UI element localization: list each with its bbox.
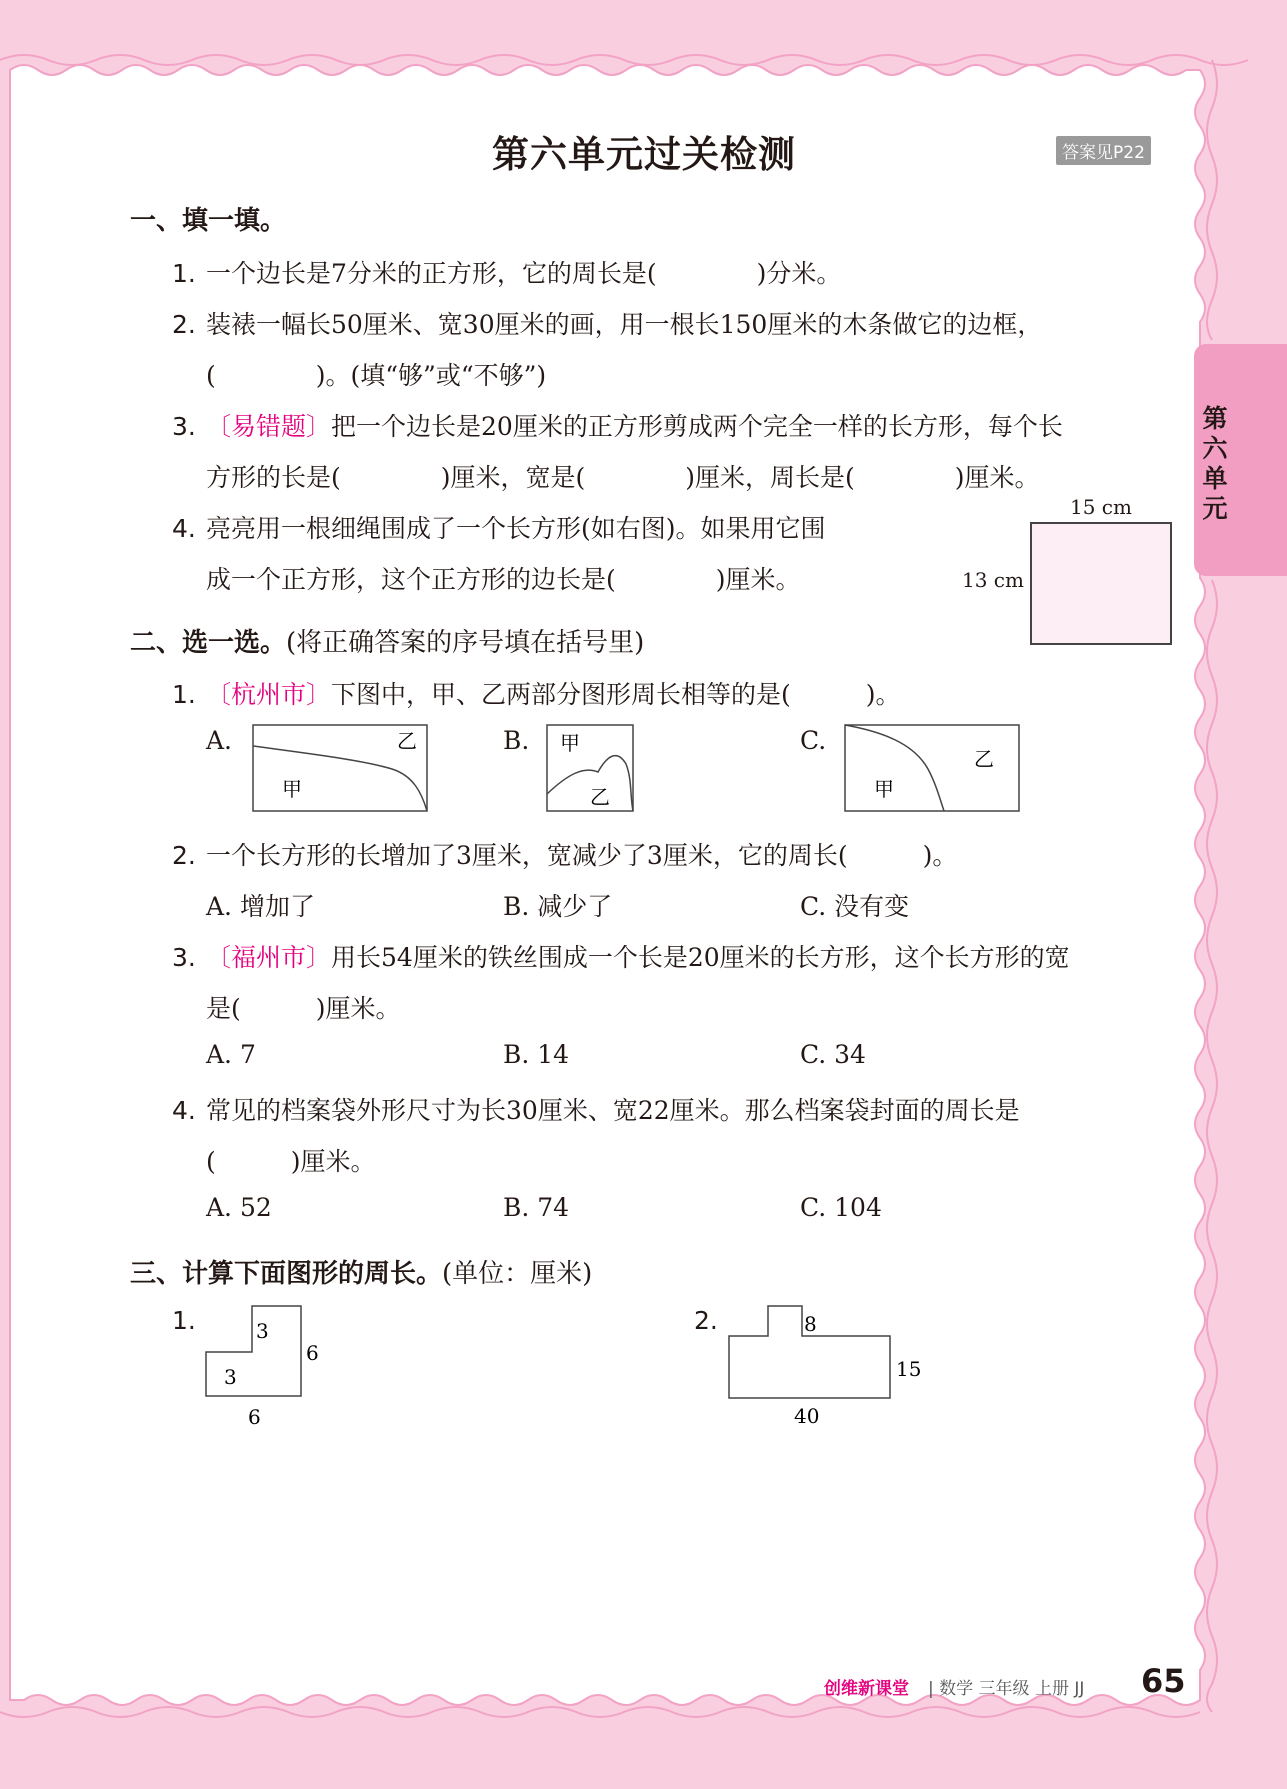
s3-fig1-number: 1. — [172, 1306, 196, 1335]
s1-q3-number: 3. — [172, 412, 196, 441]
s1-q2-line2: ( )。(填“够”或“不够”) — [206, 361, 547, 390]
section3-heading-note: (单位：厘米) — [442, 1259, 593, 1289]
s2-q2-number: 2. — [172, 841, 196, 870]
s2-q3-option-c: C. 34 — [800, 1040, 866, 1069]
section2-heading-note: (将正确答案的序号填在括号里) — [286, 628, 645, 658]
footer-brand: 创维新课堂 — [824, 1679, 909, 1699]
s2-q1-c-yi-label: 乙 — [974, 747, 994, 771]
s2-q1-c-jia-label: 甲 — [874, 777, 894, 801]
s2-q1-option-c-figure — [844, 724, 1022, 814]
s3-fig2-shape — [724, 1300, 944, 1435]
s2-q3-line1: 用长54厘米的铁丝围成一个长是20厘米的长方形，这个长方形的宽 — [331, 943, 1070, 972]
s1-q4-line2: 成一个正方形，这个正方形的边长是( )厘米。 — [206, 565, 801, 594]
s2-q1-option-c-letter: C. — [800, 726, 827, 755]
s2-q1-b-yi-label: 乙 — [590, 785, 610, 809]
s2-q2-option-c: C. 没有变 — [800, 892, 910, 921]
s3-fig1-label-bottom: 6 — [248, 1405, 261, 1429]
s1-q2-number: 2. — [172, 310, 196, 339]
s2-q4-option-a: A. 52 — [206, 1193, 272, 1222]
s2-q1-option-b-letter: B. — [503, 726, 530, 755]
s1-q4-height-label: 13 cm — [962, 568, 1024, 592]
section3-heading — [130, 1253, 592, 1290]
s2-q1-a-yi-label: 乙 — [397, 729, 417, 753]
s2-q1-option-b-figure — [546, 724, 636, 814]
s3-fig1-label-right: 6 — [306, 1341, 319, 1365]
footer-info: | 数学 三年级 上册 JJ — [928, 1679, 1085, 1699]
page-number: 65 — [1141, 1662, 1186, 1700]
s3-fig2-number: 2. — [694, 1306, 718, 1335]
s2-q1-option-a-letter: A. — [206, 726, 233, 755]
s2-q1-number: 1. — [172, 680, 196, 709]
s2-question-3 — [172, 938, 1070, 974]
s1-question-3 — [172, 407, 1063, 443]
s2-question-4 — [172, 1091, 1020, 1127]
s2-q2-option-a: A. 增加了 — [206, 892, 315, 921]
page-title: 第六单元过关检测 — [492, 133, 796, 176]
s1-question-4 — [172, 509, 826, 545]
s2-q2-text: 一个长方形的长增加了3厘米，宽减少了3厘米，它的周长( )。 — [206, 841, 958, 870]
s2-q3-number: 3. — [172, 943, 196, 972]
unit-side-tab-label: 第六单元 — [1202, 404, 1228, 523]
section3-heading-text: 三、计算下面图形的周长。 — [130, 1259, 443, 1289]
s2-q4-option-c: C. 104 — [800, 1193, 882, 1222]
s2-q1-tag: 〔杭州市〕 — [206, 680, 332, 709]
s2-q1-option-a-figure — [252, 724, 430, 814]
s3-fig1-label-top: 3 — [256, 1319, 269, 1343]
s2-q4-line2: ( )厘米。 — [206, 1147, 376, 1176]
s2-q3-tag: 〔福州市〕 — [206, 943, 332, 972]
s3-fig1-shape — [200, 1300, 340, 1435]
s1-q4-rectangle-figure — [1030, 522, 1172, 645]
s1-q3-line2: 方形的长是( )厘米，宽是( )厘米，周长是( )厘米。 — [206, 463, 1040, 492]
section1-heading: 一、填一填。 — [130, 206, 287, 236]
s1-question-1 — [172, 254, 841, 290]
s3-fig1-label-left: 3 — [224, 1365, 237, 1389]
s2-q1-a-jia-label: 甲 — [282, 777, 302, 801]
s2-q1-b-jia-label: 甲 — [560, 731, 580, 755]
s1-question-2 — [172, 305, 1042, 341]
section2-heading — [130, 622, 644, 659]
s2-q3-line2: 是( )厘米。 — [206, 994, 401, 1023]
s1-q2-line1: 装裱一幅长50厘米、宽30厘米的画，用一根长150厘米的木条做它的边框， — [206, 310, 1043, 339]
s3-fig2-label-top: 8 — [804, 1312, 817, 1336]
s2-q2-option-b: B. 减少了 — [503, 892, 613, 921]
s1-q4-line1: 亮亮用一根细绳围成了一个长方形(如右图)。如果用它围 — [206, 514, 826, 543]
s2-q3-option-b: B. 14 — [503, 1040, 570, 1069]
s1-q1-number: 1. — [172, 259, 196, 288]
s2-q4-option-b: B. 74 — [503, 1193, 570, 1222]
s3-fig2-label-right: 15 — [896, 1357, 922, 1381]
s2-q4-line1: 常见的档案袋外形尺寸为长30厘米、宽22厘米。那么档案袋封面的周长是 — [206, 1096, 1020, 1125]
answer-reference-badge: 答案见P22 — [1056, 136, 1151, 165]
s1-q3-line1: 把一个边长是20厘米的正方形剪成两个完全一样的长方形，每个长 — [331, 412, 1063, 441]
s1-q1-text: 一个边长是7分米的正方形，它的周长是( )分米。 — [206, 259, 842, 288]
s1-q4-number: 4. — [172, 514, 196, 543]
s2-q4-number: 4. — [172, 1096, 196, 1125]
s2-q3-option-a: A. 7 — [206, 1040, 256, 1069]
s1-q4-width-label: 15 cm — [1070, 495, 1132, 519]
s1-q3-tag: 〔易错题〕 — [206, 412, 332, 441]
s2-question-2 — [172, 836, 957, 872]
s2-question-1 — [172, 675, 901, 711]
s3-fig2-label-bottom: 40 — [794, 1404, 820, 1428]
s2-q1-text: 下图中，甲、乙两部分图形周长相等的是( )。 — [331, 680, 901, 709]
section2-heading-text: 二、选一选。 — [130, 628, 287, 658]
